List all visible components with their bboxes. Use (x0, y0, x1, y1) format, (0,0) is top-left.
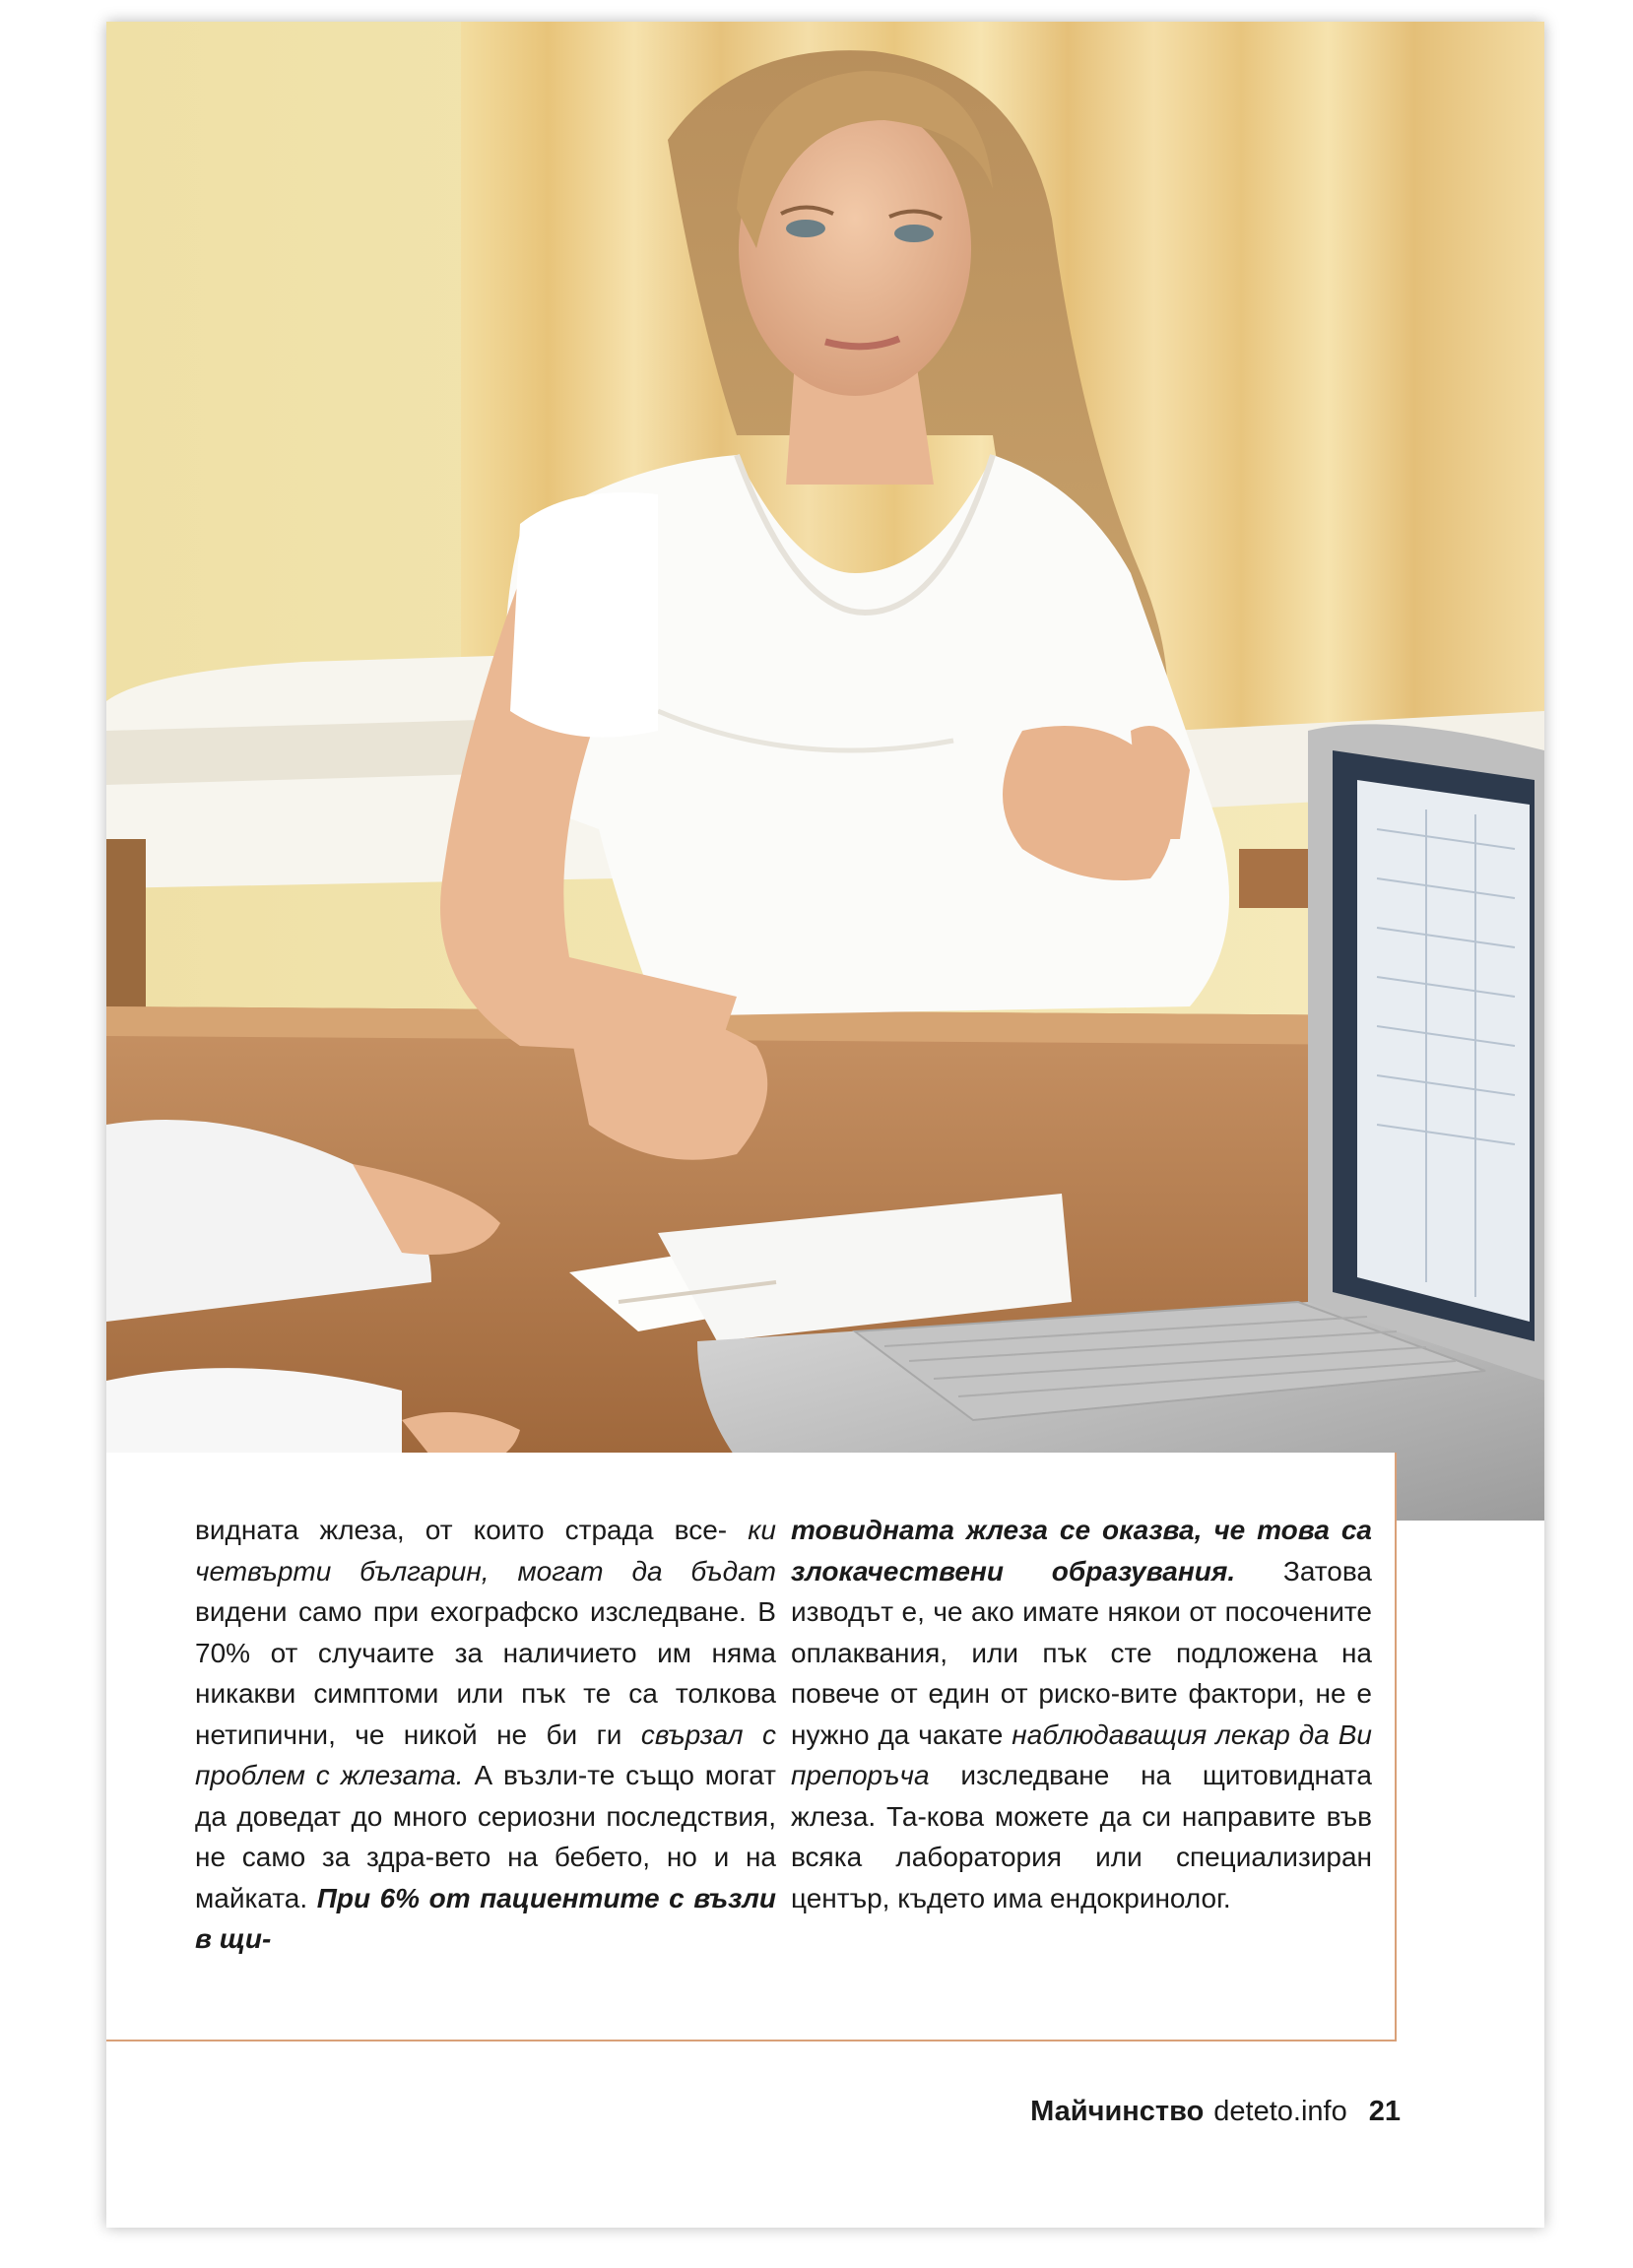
paragraph-segment-bold-italic: товидната жлеза се оказва, че това са злокачествени образувания. (791, 1515, 1372, 1587)
page-number: 21 (1368, 2096, 1401, 2127)
article-column-left (195, 1510, 776, 1960)
paragraph-segment: Затова изводът е, че ако имате някои от посочените оплаквания, или пък сте подложена на повече от един от риско-вите фактори, не е нужно да чакате (791, 1555, 1373, 1750)
photo-pregnant-woman-at-doctor-desk (106, 22, 1544, 1521)
paragraph-segment-bold-italic: При 6% от пациентите с възли в щи- (195, 1882, 776, 1954)
website-name: deteto.info (1213, 2096, 1347, 2127)
magazine-section-name: Майчинство (1030, 2096, 1205, 2127)
article-text-box (106, 1453, 1397, 2041)
paragraph-segment-italic: ки четвърти българин, могат да бъдат (195, 1515, 776, 1587)
page-footer (1030, 2096, 1401, 2128)
paragraph-segment: видната жлеза, от които страда все- (195, 1515, 728, 1545)
article-photo (106, 22, 1544, 1521)
article-column-right (791, 1510, 1372, 1918)
paragraph-segment: А възли-те също могат да доведат до много сериозни последствия, не само за здра-вето на бебето, но и на майката. (195, 1760, 777, 1913)
paragraph-segment-italic: наблюдаващия лекар да Ви препоръча (791, 1718, 1372, 1790)
paragraph-segment-italic: свързал с проблем с жлезата. (195, 1718, 776, 1790)
paragraph-segment: изследване на щитовидната жлеза. Та-кова можете да си направите във всяка лаборатория или специализиран център, където има ендокринолог. (791, 1760, 1372, 1913)
paragraph-segment: видени само при ехографско изследване. В 70% от случаите за наличието им няма никакви симптоми или пък те са толкова нетипични, че никой не би ги (195, 1596, 776, 1750)
